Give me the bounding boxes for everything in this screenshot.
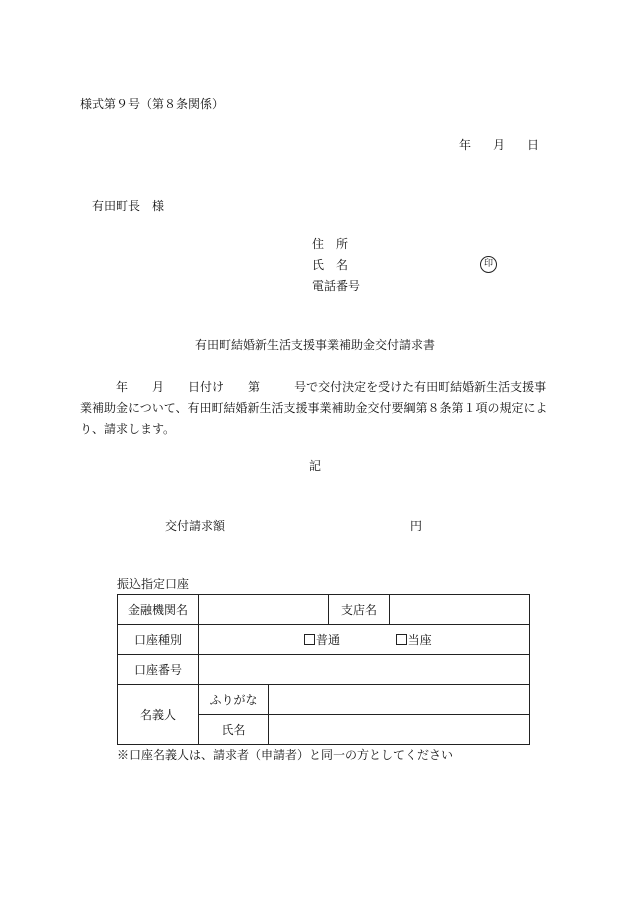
furigana-field[interactable] — [269, 685, 530, 715]
table-row — [118, 595, 530, 625]
amount-unit: 円 — [410, 519, 423, 533]
date-year: 年 — [459, 138, 472, 152]
ordinary-label: 普通 — [316, 633, 341, 647]
date-day: 日 — [527, 138, 540, 152]
date-line — [459, 137, 539, 153]
branch-field[interactable] — [390, 595, 530, 625]
account-number-label: 口座番号 — [118, 655, 199, 685]
body-text: 号で交付決定を受けた有田町結婚新生活支援事業補助金について、有田町結婚新生活支援事業補助金交付要綱第８条第１項の規定により、請求します。 — [80, 380, 548, 436]
institution-field[interactable] — [199, 595, 329, 625]
current-checkbox[interactable] — [396, 634, 407, 645]
ki-heading: 記 — [308, 459, 321, 473]
document-title: 有田町結婚新生活支援事業補助金交付請求書 — [194, 338, 435, 352]
ordinary-checkbox[interactable] — [304, 634, 315, 645]
body-number-prefix: 第 — [248, 380, 261, 394]
table-row — [118, 625, 530, 655]
current-label: 当座 — [407, 633, 432, 647]
body-month: 月 — [152, 380, 165, 394]
table-row — [118, 655, 530, 685]
amount-label: 交付請求額 — [165, 519, 226, 533]
phone-label: 電話番号 — [312, 279, 361, 293]
branch-label: 支店名 — [329, 595, 390, 625]
date-month: 月 — [493, 138, 506, 152]
holder-name-label: 氏名 — [199, 715, 269, 745]
holder-name-field[interactable] — [269, 715, 530, 745]
name-label: 氏 名 — [312, 258, 349, 272]
bank-section-title: 振込指定口座 — [117, 577, 190, 591]
holder-label: 名義人 — [118, 685, 199, 745]
body-year: 年 — [116, 380, 129, 394]
form-number: 様式第９号（第８条関係） — [80, 97, 225, 111]
table-row — [118, 685, 530, 715]
account-holder-note: ※口座名義人は、請求者（申請者）と同一の方としてください — [117, 748, 454, 762]
body-dated: 日付け — [188, 380, 225, 394]
account-type-options — [199, 625, 530, 655]
institution-label: 金融機関名 — [118, 595, 199, 625]
seal-mark: 印 — [480, 256, 497, 273]
furigana-label: ふりがな — [199, 685, 269, 715]
body-paragraph — [80, 377, 552, 440]
account-number-field[interactable] — [199, 655, 530, 685]
account-type-label: 口座種別 — [118, 625, 199, 655]
bank-account-table — [117, 594, 530, 745]
address-label: 住 所 — [312, 237, 349, 251]
addressee: 有田町長 様 — [92, 199, 165, 213]
